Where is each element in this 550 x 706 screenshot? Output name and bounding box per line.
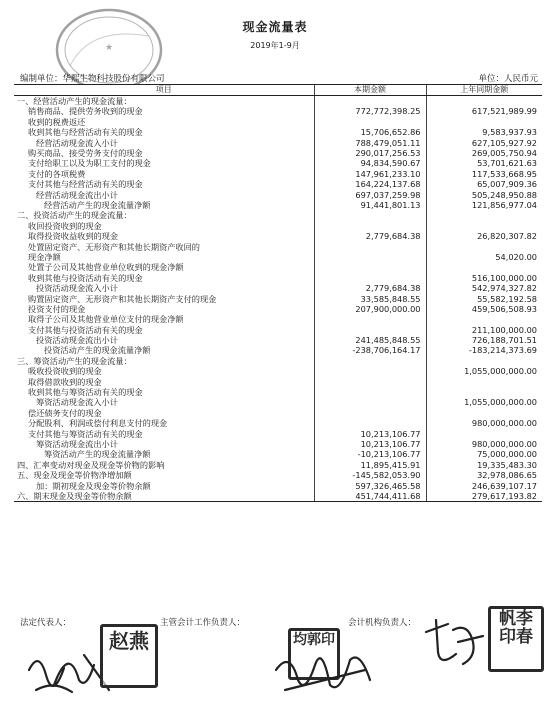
table-row [14, 314, 542, 324]
row-current-amount: 11,895,415.91 [314, 460, 426, 470]
table-row [14, 304, 542, 314]
row-prior-amount [426, 117, 542, 127]
row-current-amount: -238,706,164.17 [314, 345, 426, 355]
row-prior-amount: 980,000,000.00 [426, 439, 542, 449]
table-row [14, 117, 542, 127]
row-prior-amount: 32,978,086.65 [426, 470, 542, 480]
row-current-amount [314, 366, 426, 376]
table-row [14, 429, 542, 439]
row-prior-amount: 26,820,307.82 [426, 231, 542, 241]
row-prior-amount: 19,335,483.30 [426, 460, 542, 470]
row-prior-amount: 505,248,950.88 [426, 190, 542, 200]
row-item-label: 取得投资收益收到的现金 [28, 231, 119, 242]
dept-head-signature [418, 612, 488, 674]
table-row [14, 252, 542, 262]
row-prior-amount [426, 96, 542, 107]
row-item-label: 销售商品、提供劳务收到的现金 [28, 106, 143, 117]
row-current-amount: 15,706,652.86 [314, 127, 426, 137]
table-row [14, 366, 542, 376]
table-row [14, 231, 542, 241]
accounting-head-signature [270, 640, 380, 700]
accounting-head-stamp-text: 均郭印 [293, 632, 335, 648]
row-prior-amount: 117,533,668.95 [426, 169, 542, 179]
table-row [14, 325, 542, 335]
row-item-label: 支付给职工以及为职工支付的现金 [28, 158, 151, 169]
row-item-label: 支付其他与筹资活动有关的现金 [28, 428, 143, 439]
row-current-amount [314, 408, 426, 418]
table-row [14, 210, 542, 220]
header-item: 项目 [14, 85, 314, 96]
row-prior-amount [426, 429, 542, 439]
row-prior-amount: 542,974,327.82 [426, 283, 542, 293]
row-item-label: 处置子公司及其他营业单位收到的现金净额 [28, 262, 184, 273]
row-current-amount [314, 314, 426, 324]
table-row [14, 179, 542, 189]
row-current-amount: 91,441,801.13 [314, 200, 426, 210]
row-prior-amount: 75,000,000.00 [426, 449, 542, 459]
table-row [14, 470, 542, 480]
row-current-amount: 94,834,590.67 [314, 158, 426, 168]
legal-rep-label: 法定代表人： [20, 618, 72, 628]
row-item-label: 收到其他与筹资活动有关的现金 [28, 387, 143, 398]
row-current-amount: 164,224,137.68 [314, 179, 426, 189]
row-prior-amount [426, 221, 542, 231]
row-current-amount: 10,213,106.77 [314, 429, 426, 439]
row-item-label: 收到其他与投资活动有关的现金 [28, 272, 143, 283]
row-current-amount: 597,326,465.58 [314, 480, 426, 490]
row-prior-amount: -183,214,373.69 [426, 345, 542, 355]
row-item-label: 筹资活动产生的现金流量净额 [44, 449, 151, 460]
row-item-label: 投资活动现金流出小计 [36, 335, 118, 346]
table-row [14, 439, 542, 449]
row-prior-amount: 980,000,000.00 [426, 418, 542, 428]
table-row [14, 221, 542, 231]
row-prior-amount: 9,583,937.93 [426, 127, 542, 137]
table-row [14, 449, 542, 459]
table-row [14, 96, 542, 107]
legal-rep-stamp [100, 624, 158, 688]
accounting-dept-head-label: 会计机构负责人： [348, 618, 417, 628]
row-prior-amount: 279,617,193.82 [426, 491, 542, 502]
table-row [14, 491, 542, 502]
table-row [14, 273, 542, 283]
row-current-amount: 772,772,398.25 [314, 106, 426, 116]
row-item-label: 三、筹资活动产生的现金流量： [17, 355, 132, 366]
dept-head-stamp [488, 606, 544, 672]
row-current-amount [314, 418, 426, 428]
row-item-label: 取得子公司及其他营业单位支付的现金净额 [28, 314, 184, 325]
table-row [14, 460, 542, 470]
row-current-amount: -10,213,106.77 [314, 449, 426, 459]
row-prior-amount [426, 262, 542, 272]
row-prior-amount: 211,100,000.00 [426, 325, 542, 335]
row-prior-amount: 726,188,701.51 [426, 335, 542, 345]
row-item-label: 经营活动现金流入小计 [36, 137, 118, 148]
row-item-label: 投资支付的现金 [28, 303, 86, 314]
row-current-amount: 241,485,848.55 [314, 335, 426, 345]
unit-label: 单位：人民币元 [478, 74, 538, 84]
row-item-label: 一、经营活动产生的现金流量： [17, 96, 132, 107]
row-current-amount: 147,961,233.10 [314, 169, 426, 179]
row-item-label: 收回投资收到的现金 [28, 220, 102, 231]
row-item-label: 经营活动产生的现金流量净额 [44, 200, 151, 210]
row-prior-amount [426, 356, 542, 366]
cash-flow-table [14, 84, 542, 502]
row-item-label: 四、汇率变动对现金及现金等价物的影响 [17, 459, 165, 470]
row-prior-amount: 121,856,977.04 [426, 200, 542, 210]
table-row [14, 387, 542, 397]
header-current: 本期金额 [314, 85, 426, 96]
row-current-amount: 33,585,848.55 [314, 293, 426, 303]
row-item-label: 收到其他与经营活动有关的现金 [28, 127, 143, 138]
table-row [14, 418, 542, 428]
row-prior-amount: 54,020.00 [426, 252, 542, 262]
header-prior: 上年同期金额 [426, 85, 542, 96]
row-current-amount [314, 252, 426, 262]
accounting-head-label: 主管会计工作负责人： [160, 618, 246, 628]
table-row [14, 377, 542, 387]
row-prior-amount: 246,639,107.17 [426, 480, 542, 490]
row-prior-amount: 617,521,989.99 [426, 106, 542, 116]
row-current-amount [314, 325, 426, 335]
row-current-amount [314, 273, 426, 283]
table-row [14, 293, 542, 303]
row-current-amount: 2,779,684.38 [314, 283, 426, 293]
row-prior-amount [426, 377, 542, 387]
table-row [14, 148, 542, 158]
row-current-amount: -145,582,053.90 [314, 470, 426, 480]
row-current-amount [314, 96, 426, 107]
company-label: 编制单位：华熙生物科技股份有限公司 [20, 74, 165, 84]
row-current-amount [314, 377, 426, 387]
row-item-label: 投资活动产生的现金流量净额 [44, 345, 151, 356]
row-current-amount: 451,744,411.68 [314, 491, 426, 502]
row-current-amount: 207,900,000.00 [314, 304, 426, 314]
table-row [14, 106, 542, 116]
row-item-label: 筹资活动现金流入小计 [36, 397, 118, 408]
row-current-amount: 697,037,259.98 [314, 190, 426, 200]
row-item-label: 现金净额 [28, 251, 61, 262]
row-prior-amount: 55,582,192.58 [426, 293, 542, 303]
row-prior-amount: 1,055,000,000.00 [426, 397, 542, 407]
row-item-label: 吸收投资收到的现金 [28, 366, 102, 377]
report-period: 2019年1-9月 [250, 41, 300, 50]
row-item-label: 经营活动现金流出小计 [36, 189, 118, 200]
table-row [14, 200, 542, 210]
table-row [14, 262, 542, 272]
row-current-amount [314, 221, 426, 231]
row-item-label: 支付其他与投资活动有关的现金 [28, 324, 143, 335]
row-item-label: 二、投资活动产生的现金流量： [17, 210, 132, 221]
row-current-amount: 2,779,684.38 [314, 231, 426, 241]
row-item-label: 投资活动现金流入小计 [36, 283, 118, 294]
row-prior-amount: 516,100,000.00 [426, 273, 542, 283]
row-prior-amount [426, 314, 542, 324]
row-item-label: 支付其他与经营活动有关的现金 [28, 179, 143, 190]
table-row [14, 335, 542, 345]
legal-rep-stamp-text: 赵燕 [109, 629, 149, 653]
table-row [14, 283, 542, 293]
table-row [14, 241, 542, 251]
row-item-label: 支付的各项税费 [28, 168, 86, 179]
row-item-label: 偿还债务支付的现金 [28, 407, 102, 418]
row-current-amount [314, 262, 426, 272]
row-prior-amount [426, 408, 542, 418]
table-row [14, 356, 542, 366]
row-prior-amount: 53,701,621.63 [426, 158, 542, 168]
row-prior-amount: 269,005,750.94 [426, 148, 542, 158]
table-row [14, 138, 542, 148]
row-prior-amount: 627,105,927.92 [426, 138, 542, 148]
row-item-label: 购买商品、接受劳务支付的现金 [28, 148, 143, 159]
table-row [14, 408, 542, 418]
table-row [14, 127, 542, 137]
dept-head-stamp-text: 帆李印春 [499, 609, 533, 647]
row-item-label: 收到的税费返还 [28, 116, 86, 127]
row-current-amount: 10,213,106.77 [314, 439, 426, 449]
row-item-label: 购置固定资产、无形资产和其他长期资产支付的现金 [28, 293, 217, 304]
row-item-label: 取得借款收到的现金 [28, 376, 102, 387]
table-header-row [14, 85, 542, 96]
row-current-amount [314, 397, 426, 407]
row-prior-amount [426, 387, 542, 397]
row-item-label: 处置固定资产、无形资产和其他长期资产收回的 [28, 241, 200, 252]
report-title: 现金流量表 [242, 20, 308, 34]
row-current-amount [314, 117, 426, 127]
row-prior-amount [426, 210, 542, 220]
row-prior-amount: 65,007,909.36 [426, 179, 542, 189]
table-row [14, 397, 542, 407]
row-current-amount [314, 387, 426, 397]
table-row [14, 158, 542, 168]
table-row [14, 169, 542, 179]
row-prior-amount [426, 241, 542, 251]
svg-text:★: ★ [104, 43, 114, 53]
row-item-label: 分配股利、利润或偿付利息支付的现金 [28, 418, 168, 429]
row-prior-amount: 459,506,508.93 [426, 304, 542, 314]
table-row [14, 190, 542, 200]
row-item-label: 筹资活动现金流出小计 [36, 438, 118, 449]
row-current-amount [314, 356, 426, 366]
row-prior-amount: 1,055,000,000.00 [426, 366, 542, 376]
table-row [14, 345, 542, 355]
row-item-label: 加：期初现金及现金等价物余额 [36, 480, 151, 491]
row-current-amount [314, 241, 426, 251]
row-item-label: 五、现金及现金等价物净增加额 [17, 470, 132, 481]
row-item-label: 六、期末现金及现金等价物余额 [14, 491, 314, 502]
table-row [14, 480, 542, 490]
row-current-amount [314, 210, 426, 220]
row-current-amount: 290,017,256.53 [314, 148, 426, 158]
row-current-amount: 788,479,051.11 [314, 138, 426, 148]
